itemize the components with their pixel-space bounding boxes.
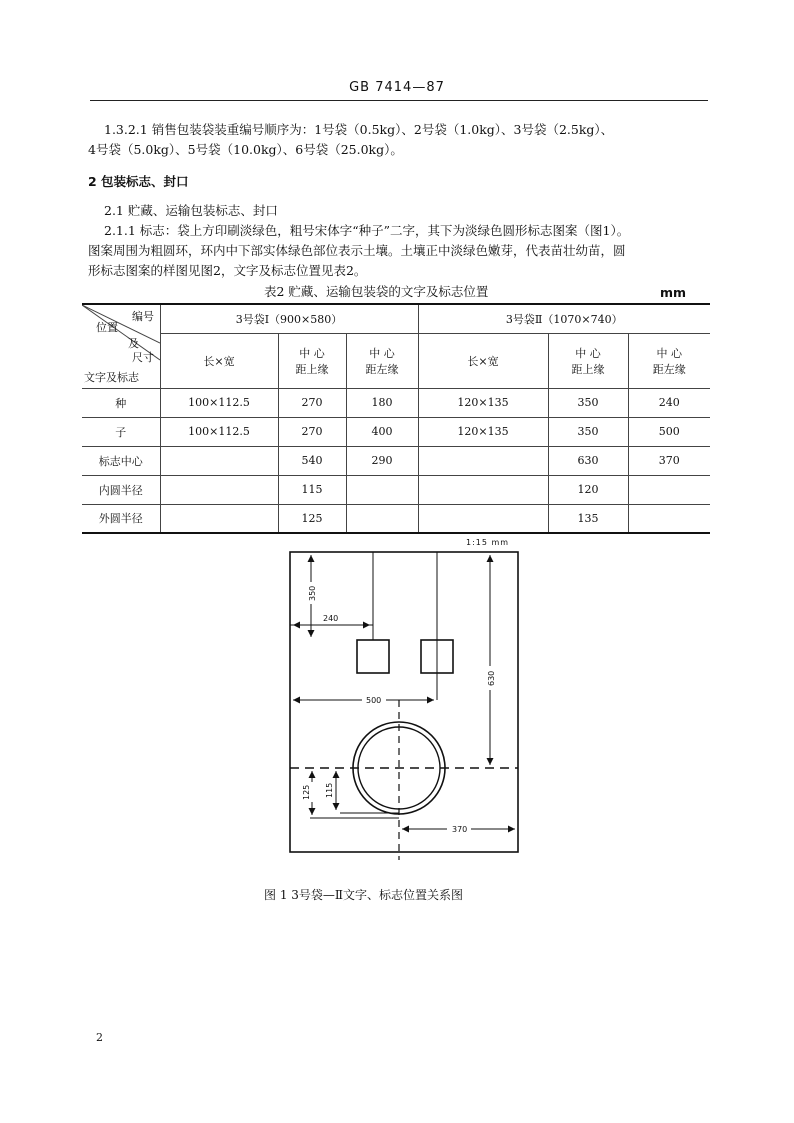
corner-text-mark-label: 文字及标志: [84, 371, 139, 384]
para-1321-line1: 1.3.2.1 销售包装袋装重编号顺序为：1号袋（0.5kg）、2号袋（1.0kg）、3号袋（2.5kg）、: [104, 122, 614, 137]
section-2-heading: 2 包装标志、封口: [88, 174, 189, 189]
dim-125-label: 125: [302, 784, 311, 800]
text-square-zhong: [357, 640, 389, 673]
table-2-title: 表2 贮藏、运输包装袋的文字及标志位置: [264, 284, 489, 299]
document-header: GB 7414—87: [349, 80, 445, 95]
table-2-unit: mm: [660, 285, 687, 300]
cell: 500: [628, 417, 710, 446]
corner-size-label: 尺寸: [132, 351, 154, 364]
figure-scale-label: 1:15 mm: [466, 538, 510, 547]
cell: 135: [548, 504, 628, 533]
corner-number-label: 编号: [132, 310, 154, 323]
dim-370-label: 370: [452, 825, 468, 834]
cell: 240: [628, 388, 710, 417]
cell: 290: [346, 446, 418, 475]
cell: 400: [346, 417, 418, 446]
left-edge-label: 距左缘: [652, 362, 686, 376]
bag1-lw-header: 长×宽: [160, 333, 278, 388]
center-label: 中 心: [369, 346, 395, 360]
cell: 100×112.5: [160, 388, 278, 417]
figure-1-caption: 图 1 3号袋—Ⅱ文字、标志位置关系图: [264, 888, 464, 902]
cell: 180: [346, 388, 418, 417]
top-edge-label: 距上缘: [295, 362, 329, 376]
bag-2-header: 3号袋Ⅱ（1070×740）: [418, 304, 710, 333]
para-211-line2: 图案周围为粗圆环，环内中下部实体绿色部位表示土壤。土壤正中淡绿色嫩芽，代表苗壮幼苗，圆: [88, 243, 626, 258]
cell: 370: [628, 446, 710, 475]
cell: 540: [278, 446, 346, 475]
row-label: 子: [82, 417, 160, 446]
cell: 350: [548, 388, 628, 417]
corner-position-label: 位置: [96, 321, 118, 334]
top-edge-label: 距上缘: [571, 362, 605, 376]
row-label: 内圆半径: [82, 475, 160, 504]
corner-and-label: 及: [128, 337, 139, 350]
cell: 100×112.5: [160, 417, 278, 446]
row-label: 种: [82, 388, 160, 417]
cell: 350: [548, 417, 628, 446]
page-number: 2: [96, 1031, 103, 1044]
center-label: 中 心: [656, 346, 682, 360]
bag-1-header: 3号袋Ⅰ（900×580）: [160, 304, 418, 333]
row-label: 外圆半径: [82, 504, 160, 533]
cell: 120: [548, 475, 628, 504]
cell: 270: [278, 388, 346, 417]
dim-115-label: 115: [325, 782, 334, 798]
center-label: 中 心: [299, 346, 325, 360]
cell: 125: [278, 504, 346, 533]
dim-630-label: 630: [487, 670, 496, 686]
para-211-line1: 2.1.1 标志：袋上方印刷淡绿色，粗号宋体字“种子”二字，其下为淡绿色圆形标志图案（图1）。: [104, 223, 630, 238]
cell: 270: [278, 417, 346, 446]
row-label: 标志中心: [82, 446, 160, 475]
cell: 120×135: [418, 417, 548, 446]
dim-500-label: 500: [366, 696, 382, 705]
bag2-lw-header: 长×宽: [418, 333, 548, 388]
cell: 115: [278, 475, 346, 504]
left-edge-label: 距左缘: [365, 362, 399, 376]
cell: 120×135: [418, 388, 548, 417]
para-211-line3: 形标志图案的样图见图2，文字及标志位置见表2。: [88, 263, 367, 278]
para-1321-line2: 4号袋（5.0kg）、5号袋（10.0kg）、6号袋（25.0kg）。: [88, 142, 403, 157]
center-label: 中 心: [575, 346, 601, 360]
section-21-heading: 2.1 贮藏、运输包装标志、封口: [104, 203, 278, 218]
bag-outline: [290, 552, 518, 852]
dim-240-label: 240: [323, 614, 339, 623]
dim-350-label: 350: [308, 585, 317, 601]
cell: 630: [548, 446, 628, 475]
